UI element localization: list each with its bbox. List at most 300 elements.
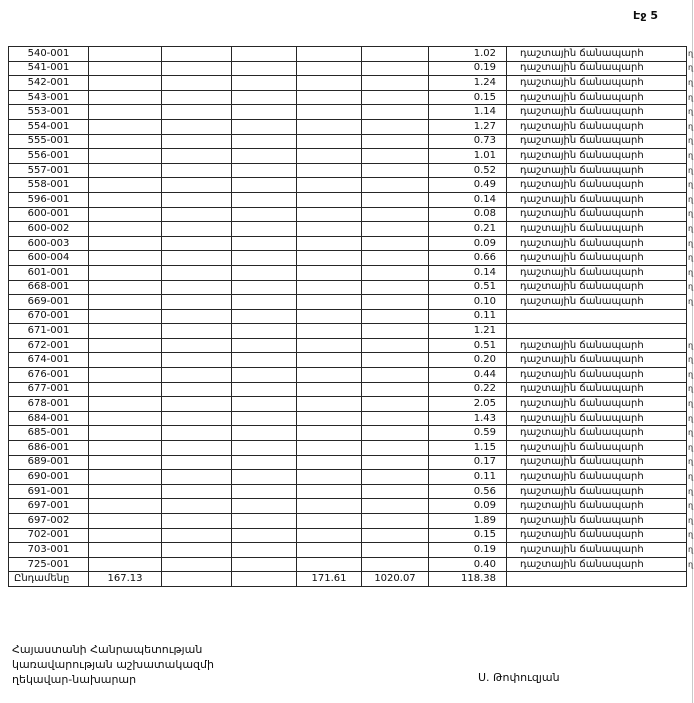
description-cell: դաշտային ճանապարհ xyxy=(507,61,687,76)
code-cell: 697-001 xyxy=(9,499,89,514)
empty-cell xyxy=(232,207,297,222)
empty-cell xyxy=(362,265,429,280)
empty-cell xyxy=(89,557,162,572)
table-row xyxy=(9,514,694,529)
edge-mark: ղ xyxy=(688,355,694,365)
edge-mark: ղ xyxy=(688,136,694,146)
empty-cell xyxy=(362,382,429,397)
empty-cell xyxy=(232,236,297,251)
empty-cell xyxy=(362,61,429,76)
empty-cell xyxy=(162,528,232,543)
description-cell: դաշտային ճանապարհ xyxy=(507,90,687,105)
value-cell: 1.15 xyxy=(429,441,507,456)
value-cell: 1.14 xyxy=(429,105,507,120)
empty-cell xyxy=(362,324,429,339)
value-cell: 1.21 xyxy=(429,324,507,339)
code-cell: 600-002 xyxy=(9,222,89,237)
code-cell: 557-001 xyxy=(9,163,89,178)
empty-cell xyxy=(362,543,429,558)
empty-cell xyxy=(89,163,162,178)
value-cell: 1.43 xyxy=(429,411,507,426)
table-row xyxy=(9,236,694,251)
edge-mark: ղ xyxy=(688,296,694,306)
description-cell: դաշտային ճանապարհ xyxy=(507,441,687,456)
table-row xyxy=(9,265,694,280)
empty-cell xyxy=(362,470,429,485)
empty-cell xyxy=(232,90,297,105)
empty-cell xyxy=(162,426,232,441)
code-cell: 678-001 xyxy=(9,397,89,412)
description-cell: դաշտային ճանապարհ xyxy=(507,251,687,266)
description-cell: դաշտային ճանապարհ xyxy=(507,484,687,499)
empty-cell xyxy=(232,397,297,412)
empty-cell xyxy=(297,514,362,529)
empty-cell xyxy=(297,426,362,441)
empty-cell xyxy=(89,499,162,514)
empty-cell xyxy=(89,61,162,76)
empty-cell xyxy=(232,47,297,62)
value-cell: 0.73 xyxy=(429,134,507,149)
edge-mark: ղ xyxy=(688,150,694,160)
value-cell: 0.11 xyxy=(429,470,507,485)
description-cell: դաշտային ճանապարհ xyxy=(507,295,687,310)
empty-cell xyxy=(232,61,297,76)
code-cell: 554-001 xyxy=(9,119,89,134)
description-cell: դաշտային ճանապարհ xyxy=(507,368,687,383)
description-cell xyxy=(507,572,687,587)
description-cell: դաշտային ճանապարհ xyxy=(507,207,687,222)
empty-cell xyxy=(162,236,232,251)
edge-mark: ղ xyxy=(688,165,694,175)
footer-line-3: ղեկավար-նախարար xyxy=(12,673,137,686)
empty-cell xyxy=(362,134,429,149)
table-row xyxy=(9,382,694,397)
empty-cell xyxy=(162,207,232,222)
edge-mark xyxy=(687,324,694,339)
empty-cell xyxy=(362,251,429,266)
empty-cell xyxy=(362,207,429,222)
description-cell: դաշտային ճանապարհ xyxy=(507,163,687,178)
edge-mark: ղ xyxy=(688,107,694,117)
table-row xyxy=(9,528,694,543)
empty-cell xyxy=(297,105,362,120)
edge-mark: ղ xyxy=(688,48,694,58)
code-cell: 541-001 xyxy=(9,61,89,76)
empty-cell xyxy=(162,265,232,280)
table-row xyxy=(9,309,694,324)
empty-cell xyxy=(362,411,429,426)
edge-mark: ղ xyxy=(688,223,694,233)
table-row xyxy=(9,178,694,193)
empty-cell xyxy=(362,557,429,572)
description-cell: դաշտային ճանապարհ xyxy=(507,76,687,91)
value-cell: 0.09 xyxy=(429,236,507,251)
edge-mark: ղ xyxy=(688,180,694,190)
description-cell: դաշտային ճանապարհ xyxy=(507,514,687,529)
empty-cell xyxy=(297,309,362,324)
code-cell: 677-001 xyxy=(9,382,89,397)
value-cell: 0.19 xyxy=(429,61,507,76)
empty-cell xyxy=(232,105,297,120)
empty-cell xyxy=(232,557,297,572)
footer-line-1: Հայաստանի Հանրապետության xyxy=(12,643,203,656)
code-cell: 542-001 xyxy=(9,76,89,91)
value-cell: 1.01 xyxy=(429,149,507,164)
empty-cell xyxy=(362,236,429,251)
empty-cell xyxy=(297,470,362,485)
empty-cell xyxy=(232,324,297,339)
empty-cell xyxy=(162,572,232,587)
description-cell: դաշտային ճանապարհ xyxy=(507,528,687,543)
empty-cell xyxy=(162,295,232,310)
empty-cell xyxy=(89,324,162,339)
code-cell: 669-001 xyxy=(9,295,89,310)
table-row xyxy=(9,426,694,441)
description-cell xyxy=(507,324,687,339)
table-row xyxy=(9,149,694,164)
empty-cell xyxy=(362,499,429,514)
description-cell: դաշտային ճանապարհ xyxy=(507,105,687,120)
value-cell: 0.10 xyxy=(429,295,507,310)
empty-cell xyxy=(162,484,232,499)
table-row xyxy=(9,207,694,222)
total-col5-cell: 171.61 xyxy=(297,572,362,587)
value-cell: 0.19 xyxy=(429,543,507,558)
edge-mark: ղ xyxy=(688,442,694,452)
empty-cell xyxy=(297,324,362,339)
empty-cell xyxy=(162,557,232,572)
edge-mark: ղ xyxy=(688,486,694,496)
description-cell: դաշտային ճանապարհ xyxy=(507,397,687,412)
empty-cell xyxy=(362,397,429,412)
empty-cell xyxy=(232,119,297,134)
empty-cell xyxy=(89,207,162,222)
empty-cell xyxy=(232,192,297,207)
table-row xyxy=(9,76,694,91)
edge-mark: ղ xyxy=(688,428,694,438)
description-cell: դաշտային ճանապարհ xyxy=(507,265,687,280)
empty-cell xyxy=(362,455,429,470)
empty-cell xyxy=(89,382,162,397)
table-row xyxy=(9,222,694,237)
code-cell: 553-001 xyxy=(9,105,89,120)
table-row xyxy=(9,280,694,295)
value-cell: 0.56 xyxy=(429,484,507,499)
edge-mark: ղ xyxy=(688,515,694,525)
empty-cell xyxy=(362,441,429,456)
code-cell: 702-001 xyxy=(9,528,89,543)
description-cell xyxy=(507,309,687,324)
empty-cell xyxy=(362,76,429,91)
empty-cell xyxy=(232,572,297,587)
empty-cell xyxy=(297,61,362,76)
empty-cell xyxy=(232,382,297,397)
empty-cell xyxy=(162,47,232,62)
description-cell: դաշտային ճանապարհ xyxy=(507,134,687,149)
code-cell: 540-001 xyxy=(9,47,89,62)
value-cell: 0.52 xyxy=(429,163,507,178)
empty-cell xyxy=(232,441,297,456)
empty-cell xyxy=(232,222,297,237)
value-cell: 1.89 xyxy=(429,514,507,529)
empty-cell xyxy=(162,397,232,412)
empty-cell xyxy=(232,368,297,383)
empty-cell xyxy=(162,280,232,295)
empty-cell xyxy=(232,149,297,164)
empty-cell xyxy=(297,236,362,251)
empty-cell xyxy=(297,178,362,193)
table-row xyxy=(9,192,694,207)
edge-mark: ղ xyxy=(688,340,694,350)
empty-cell xyxy=(297,222,362,237)
empty-cell xyxy=(162,192,232,207)
value-cell: 0.66 xyxy=(429,251,507,266)
empty-cell xyxy=(297,411,362,426)
value-cell: 0.14 xyxy=(429,265,507,280)
empty-cell xyxy=(89,484,162,499)
empty-cell xyxy=(297,368,362,383)
empty-cell xyxy=(362,368,429,383)
empty-cell xyxy=(162,455,232,470)
value-cell: 2.05 xyxy=(429,397,507,412)
value-cell: 0.14 xyxy=(429,192,507,207)
empty-cell xyxy=(89,280,162,295)
table-row xyxy=(9,441,694,456)
empty-cell xyxy=(89,368,162,383)
code-cell: 600-004 xyxy=(9,251,89,266)
empty-cell xyxy=(162,514,232,529)
value-cell: 0.15 xyxy=(429,528,507,543)
table-row xyxy=(9,134,694,149)
signature-name: Ս. Թոփուզյան xyxy=(478,671,560,684)
empty-cell xyxy=(162,382,232,397)
table-row xyxy=(9,324,694,339)
empty-cell xyxy=(297,397,362,412)
edge-mark: ղ xyxy=(688,121,694,131)
table-row xyxy=(9,470,694,485)
empty-cell xyxy=(89,90,162,105)
table-row xyxy=(9,499,694,514)
edge-mark: ղ xyxy=(688,501,694,511)
empty-cell xyxy=(89,397,162,412)
edge-mark: ղ xyxy=(688,559,694,569)
empty-cell xyxy=(362,119,429,134)
table-row xyxy=(9,295,694,310)
code-cell: 596-001 xyxy=(9,192,89,207)
empty-cell xyxy=(162,149,232,164)
empty-cell xyxy=(232,514,297,529)
empty-cell xyxy=(297,134,362,149)
edge-mark: ղ xyxy=(688,92,694,102)
value-cell: 0.09 xyxy=(429,499,507,514)
table-row xyxy=(9,90,694,105)
edge-mark: ղ xyxy=(688,209,694,219)
table-row xyxy=(9,411,694,426)
empty-cell xyxy=(162,309,232,324)
value-cell: 0.22 xyxy=(429,382,507,397)
table-row xyxy=(9,61,694,76)
description-cell: դաշտային ճանապարհ xyxy=(507,338,687,353)
empty-cell xyxy=(89,411,162,426)
table-row xyxy=(9,368,694,383)
empty-cell xyxy=(89,192,162,207)
empty-cell xyxy=(162,324,232,339)
empty-cell xyxy=(89,470,162,485)
empty-cell xyxy=(89,251,162,266)
total-col2-cell: 167.13 xyxy=(89,572,162,587)
edge-mark: ղ xyxy=(688,63,694,73)
empty-cell xyxy=(232,178,297,193)
empty-cell xyxy=(89,309,162,324)
edge-mark: ղ xyxy=(688,194,694,204)
description-cell: դաշտային ճանապարհ xyxy=(507,192,687,207)
empty-cell xyxy=(297,47,362,62)
empty-cell xyxy=(232,426,297,441)
code-cell: 725-001 xyxy=(9,557,89,572)
table-row xyxy=(9,163,694,178)
edge-mark: ղ xyxy=(688,413,694,423)
value-cell: 0.11 xyxy=(429,309,507,324)
table-row xyxy=(9,47,694,62)
empty-cell xyxy=(232,411,297,426)
footer-block xyxy=(12,642,214,687)
description-cell: դաշտային ճանապարհ xyxy=(507,178,687,193)
footer-line-2: կառավարության աշխատակազմի xyxy=(12,658,214,671)
empty-cell xyxy=(162,222,232,237)
empty-cell xyxy=(362,514,429,529)
value-cell: 0.08 xyxy=(429,207,507,222)
table-body xyxy=(9,47,694,587)
empty-cell xyxy=(362,222,429,237)
empty-cell xyxy=(232,484,297,499)
empty-cell xyxy=(297,280,362,295)
empty-cell xyxy=(89,236,162,251)
empty-cell xyxy=(162,543,232,558)
empty-cell xyxy=(362,295,429,310)
value-cell: 1.02 xyxy=(429,47,507,62)
edge-mark: ղ xyxy=(688,457,694,467)
value-cell: 0.51 xyxy=(429,338,507,353)
empty-cell xyxy=(297,557,362,572)
empty-cell xyxy=(362,192,429,207)
empty-cell xyxy=(89,134,162,149)
description-cell: դաշտային ճանապարհ xyxy=(507,119,687,134)
table-row xyxy=(9,353,694,368)
empty-cell xyxy=(89,265,162,280)
code-cell: 691-001 xyxy=(9,484,89,499)
edge-mark: ղ xyxy=(688,472,694,482)
empty-cell xyxy=(162,76,232,91)
table-row xyxy=(9,397,694,412)
value-cell: 0.17 xyxy=(429,455,507,470)
edge-mark xyxy=(687,572,694,587)
empty-cell xyxy=(232,309,297,324)
empty-cell xyxy=(297,90,362,105)
edge-mark: ղ xyxy=(688,77,694,87)
empty-cell xyxy=(89,149,162,164)
empty-cell xyxy=(297,543,362,558)
empty-cell xyxy=(362,280,429,295)
edge-mark: ղ xyxy=(688,238,694,248)
code-cell: 689-001 xyxy=(9,455,89,470)
description-cell: դաշտային ճանապարհ xyxy=(507,455,687,470)
total-value-cell: 118.38 xyxy=(429,572,507,587)
description-cell: դաշտային ճանապարհ xyxy=(507,353,687,368)
empty-cell xyxy=(232,251,297,266)
empty-cell xyxy=(297,207,362,222)
empty-cell xyxy=(232,134,297,149)
code-cell: 674-001 xyxy=(9,353,89,368)
empty-cell xyxy=(362,105,429,120)
table-row xyxy=(9,105,694,120)
edge-mark: ղ xyxy=(688,267,694,277)
empty-cell xyxy=(89,295,162,310)
value-cell: 0.21 xyxy=(429,222,507,237)
value-cell: 0.20 xyxy=(429,353,507,368)
empty-cell xyxy=(297,455,362,470)
value-cell: 0.40 xyxy=(429,557,507,572)
value-cell: 0.44 xyxy=(429,368,507,383)
value-cell: 0.59 xyxy=(429,426,507,441)
value-cell: 0.51 xyxy=(429,280,507,295)
empty-cell xyxy=(297,149,362,164)
code-cell: 676-001 xyxy=(9,368,89,383)
empty-cell xyxy=(232,295,297,310)
empty-cell xyxy=(297,119,362,134)
code-cell: 703-001 xyxy=(9,543,89,558)
empty-cell xyxy=(162,338,232,353)
code-cell: 601-001 xyxy=(9,265,89,280)
edge-mark: ղ xyxy=(688,544,694,554)
edge-mark: ղ xyxy=(688,253,694,263)
value-cell: 0.15 xyxy=(429,90,507,105)
table-row xyxy=(9,557,694,572)
empty-cell xyxy=(162,470,232,485)
empty-cell xyxy=(297,76,362,91)
code-cell: 686-001 xyxy=(9,441,89,456)
edge-mark: ղ xyxy=(688,282,694,292)
code-cell: 558-001 xyxy=(9,178,89,193)
empty-cell xyxy=(232,470,297,485)
empty-cell xyxy=(362,338,429,353)
empty-cell xyxy=(362,528,429,543)
table-row xyxy=(9,484,694,499)
table-total-row xyxy=(9,572,694,587)
empty-cell xyxy=(162,61,232,76)
empty-cell xyxy=(362,309,429,324)
empty-cell xyxy=(297,163,362,178)
empty-cell xyxy=(362,47,429,62)
total-label-cell: Ընդամենը xyxy=(9,572,89,587)
empty-cell xyxy=(162,105,232,120)
description-cell: դաշտային ճանապարհ xyxy=(507,499,687,514)
empty-cell xyxy=(89,222,162,237)
edge-mark: ղ xyxy=(688,530,694,540)
empty-cell xyxy=(232,455,297,470)
empty-cell xyxy=(89,455,162,470)
empty-cell xyxy=(232,338,297,353)
empty-cell xyxy=(162,499,232,514)
empty-cell xyxy=(297,295,362,310)
empty-cell xyxy=(362,353,429,368)
description-cell: դաշտային ճանապարհ xyxy=(507,382,687,397)
empty-cell xyxy=(162,251,232,266)
table-row xyxy=(9,455,694,470)
description-cell: դաշտային ճանապարհ xyxy=(507,47,687,62)
empty-cell xyxy=(297,441,362,456)
code-cell: 670-001 xyxy=(9,309,89,324)
edge-mark: ղ xyxy=(688,399,694,409)
